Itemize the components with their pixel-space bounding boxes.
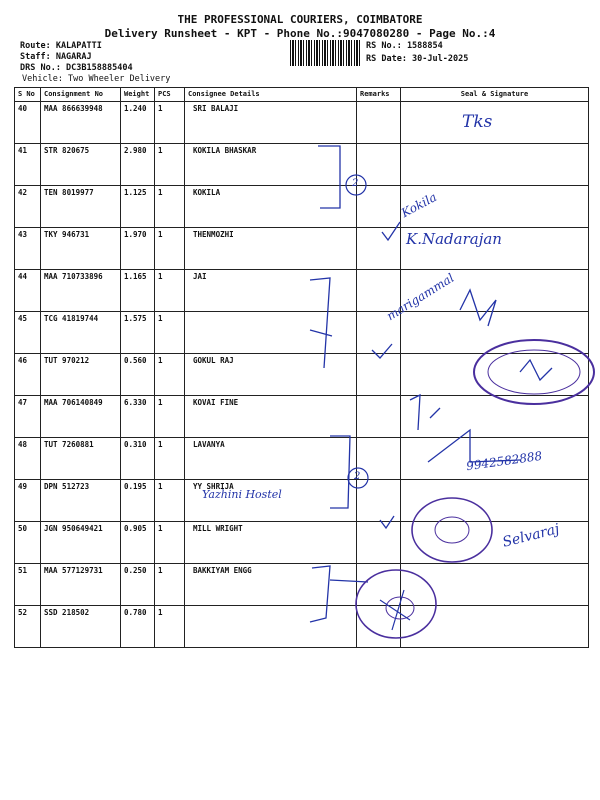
signature-scribble bbox=[460, 290, 496, 326]
row-pcs: 1 bbox=[155, 144, 185, 186]
signature-kokila: Kokila bbox=[398, 189, 440, 221]
tick-mark bbox=[382, 222, 400, 240]
col-consignee: Consignee Details bbox=[185, 88, 357, 102]
bakkiyam-stamp-inner bbox=[386, 597, 414, 619]
row-consignment: MAA 706140849 bbox=[41, 396, 121, 438]
remark-bracket bbox=[310, 566, 368, 622]
row-pcs: 1 bbox=[155, 354, 185, 396]
remark-circle-label: 2 bbox=[354, 471, 361, 482]
row-consignee: MILL WRIGHT bbox=[185, 522, 357, 564]
millwright-stamp bbox=[412, 498, 492, 562]
row-pcs: 1 bbox=[155, 480, 185, 522]
rs-date: RS Date: 30-Jul-2025 bbox=[366, 54, 469, 64]
row-consignment: MAA 710733896 bbox=[41, 270, 121, 312]
row-weight: 0.780 bbox=[121, 606, 155, 648]
remark-circle-label: 2 bbox=[352, 178, 359, 189]
row-pcs: 1 bbox=[155, 606, 185, 648]
row-sno: 44 bbox=[15, 270, 41, 312]
row-pcs: 1 bbox=[155, 396, 185, 438]
signature-nadarajan: K.Nadarajan bbox=[406, 230, 502, 248]
row-weight: 1.240 bbox=[121, 102, 155, 144]
row-sno: 45 bbox=[15, 312, 41, 354]
company-title: THE PROFESSIONAL COURIERS, COIMBATORE bbox=[177, 13, 423, 26]
signature-tks: Tks bbox=[462, 112, 493, 132]
row-consignment: DPN 512723 bbox=[41, 480, 121, 522]
signature-scribble bbox=[520, 360, 552, 380]
remark-bracket bbox=[310, 278, 332, 368]
row-weight: 1.970 bbox=[121, 228, 155, 270]
remark-bracket bbox=[330, 436, 350, 508]
row-sno: 43 bbox=[15, 228, 41, 270]
row-sno: 50 bbox=[15, 522, 41, 564]
row-weight: 2.980 bbox=[121, 144, 155, 186]
rs-number: RS No.: 1588854 bbox=[366, 41, 443, 51]
row-weight: 6.330 bbox=[121, 396, 155, 438]
handwritten-yazhini-hostel: Yazhini Hostel bbox=[202, 488, 282, 501]
row-consignee: GOKUL RAJ bbox=[185, 354, 357, 396]
tick-mark bbox=[380, 516, 394, 528]
row-sno: 49 bbox=[15, 480, 41, 522]
row-pcs: 1 bbox=[155, 102, 185, 144]
row-consignment: JGN 950649421 bbox=[41, 522, 121, 564]
row-sno: 41 bbox=[15, 144, 41, 186]
college-stamp-inner bbox=[488, 350, 580, 394]
col-remarks: Remarks bbox=[357, 88, 401, 102]
signature-scribble bbox=[410, 395, 440, 430]
row-sno: 48 bbox=[15, 438, 41, 480]
remark-bracket bbox=[318, 146, 340, 208]
row-consignment: MAA 866639948 bbox=[41, 102, 121, 144]
row-sno: 40 bbox=[15, 102, 41, 144]
row-weight: 1.575 bbox=[121, 312, 155, 354]
row-consignee: KOVAI FINE bbox=[185, 396, 357, 438]
row-consignment: SSD 218502 bbox=[41, 606, 121, 648]
drs-number: DRS No.: DC3B158885404 bbox=[20, 63, 133, 73]
col-consignment: Consignment No bbox=[41, 88, 121, 102]
row-consignee: JAI bbox=[185, 270, 357, 312]
row-weight: 0.195 bbox=[121, 480, 155, 522]
row-weight: 1.165 bbox=[121, 270, 155, 312]
staff-label: Staff: NAGARAJ bbox=[20, 52, 92, 62]
row-sno: 46 bbox=[15, 354, 41, 396]
row-sno: 47 bbox=[15, 396, 41, 438]
row-pcs: 1 bbox=[155, 312, 185, 354]
row-weight: 0.250 bbox=[121, 564, 155, 606]
row-consignment: TUT 970212 bbox=[41, 354, 121, 396]
millwright-stamp-inner bbox=[435, 517, 469, 543]
row-consignment: TEN 8019977 bbox=[41, 186, 121, 228]
row-consignment: TCG 41819744 bbox=[41, 312, 121, 354]
col-pcs: PCS bbox=[155, 88, 185, 102]
row-consignment: STR 820675 bbox=[41, 144, 121, 186]
row-pcs: 1 bbox=[155, 228, 185, 270]
row-consignee: KOKILA bbox=[185, 186, 357, 228]
row-consignee: LAVANYA bbox=[185, 438, 357, 480]
row-consignee: SRI BALAJI bbox=[185, 102, 357, 144]
row-consignee: KOKILA BHASKAR bbox=[185, 144, 357, 186]
row-consignee: THENMOZHI bbox=[185, 228, 357, 270]
row-pcs: 1 bbox=[155, 522, 185, 564]
row-weight: 0.560 bbox=[121, 354, 155, 396]
row-consignment: TUT 7260881 bbox=[41, 438, 121, 480]
signature-selvaraj: Selvaraj bbox=[500, 521, 562, 551]
handwritten-phone: 9942582888 bbox=[465, 448, 543, 474]
row-weight: 1.125 bbox=[121, 186, 155, 228]
row-pcs: 1 bbox=[155, 186, 185, 228]
row-weight: 0.905 bbox=[121, 522, 155, 564]
row-consignment: TKY 946731 bbox=[41, 228, 121, 270]
row-consignee: YY SHRIJA bbox=[185, 480, 357, 522]
signature-scribble bbox=[380, 590, 410, 630]
row-consignee: BAKKIYAM ENGG bbox=[185, 564, 357, 606]
tick-mark bbox=[372, 344, 392, 358]
row-sno: 42 bbox=[15, 186, 41, 228]
signature-marigammal: marigammal bbox=[384, 270, 457, 324]
row-pcs: 1 bbox=[155, 270, 185, 312]
col-weight: Weight bbox=[121, 88, 155, 102]
bakkiyam-stamp bbox=[356, 570, 436, 638]
row-sno: 51 bbox=[15, 564, 41, 606]
col-signature: Seal & Signature bbox=[401, 88, 589, 102]
vehicle-label: Vehicle: Two Wheeler Delivery bbox=[22, 74, 171, 84]
row-pcs: 1 bbox=[155, 564, 185, 606]
col-sno: S No bbox=[15, 88, 41, 102]
row-consignment: MAA 577129731 bbox=[41, 564, 121, 606]
row-pcs: 1 bbox=[155, 438, 185, 480]
route-label: Route: KALAPATTI bbox=[20, 41, 102, 51]
runsheet-subtitle: Delivery Runsheet - KPT - Phone No.:9047080280 - Page No.:4 bbox=[104, 27, 496, 40]
row-sno: 52 bbox=[15, 606, 41, 648]
row-weight: 0.310 bbox=[121, 438, 155, 480]
